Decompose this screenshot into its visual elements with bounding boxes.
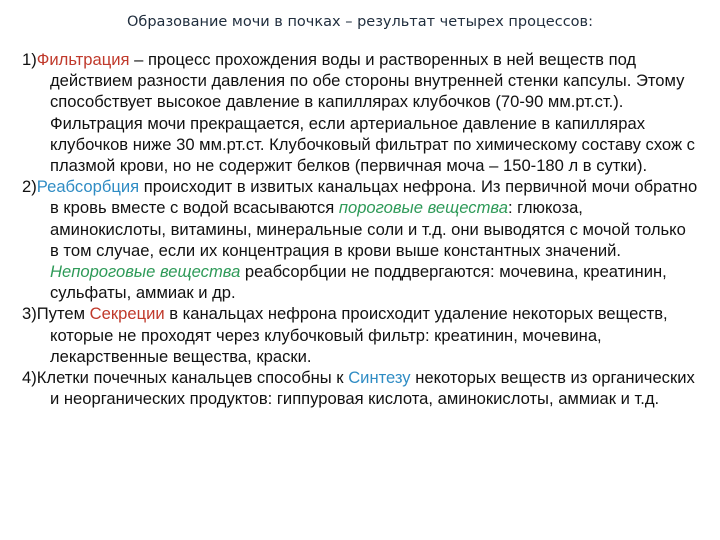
content-body	[22, 49, 698, 409]
paragraph-text: – процесс прохождения воды и растворенных в ней веществ под действием разности давления по обе стороны внутренней стенки капсулы. Этому способствует высокое давление в капиллярах клубочков (70-90 мм.рт.ст.). Фильтрация мочи прекращается, если артериальное давление в капиллярах клубочков ниже 30 мм.рт.ст. Клубочковый фильтрат по химическому составу схож с плазмой крови, но не содержит белков (первичная моча – 150-180 л в сутки).	[50, 50, 695, 176]
paragraph-text: происходит в извитых канальцах нефрона. Из первичной мочи обратно в кровь вместе с водой всасываются	[50, 177, 698, 218]
paragraph-prefix: 4)Клетки почечных канальцев способны к	[22, 368, 349, 388]
paragraph-text: в канальцах нефрона происходит удаление некоторых веществ, которые не проходят через клубочковый фильтр: креатинин, мочевина, лекарственные вещества, краски.	[50, 304, 668, 366]
paragraph-text: : глюкоза, аминокислоты, витамины, минеральные соли и т.д. они выводятся с мочой только в том случае, если их концентрация в крови выше константных значений.	[50, 198, 686, 260]
paragraph-reabsorption	[22, 176, 698, 303]
paragraph-secretion	[22, 303, 698, 367]
paragraph-synthesis	[22, 367, 698, 409]
paragraph-text: реабсорбции не поддвергаются: мочевина, креатинин, сульфаты, аммиак и др.	[50, 262, 667, 303]
paragraph-prefix: 2)	[22, 177, 37, 197]
emphasis-nonthreshold-substances: Непороговые вещества	[50, 262, 241, 282]
paragraph-text: некоторых веществ из органических и неорганических продуктов: гиппуровая кислота, аминокислоты, аммиак и т.д.	[50, 368, 695, 409]
paragraph-prefix: 1)	[22, 50, 37, 69]
term-secretion: Секреции	[89, 304, 165, 324]
paragraph-filtration	[22, 49, 698, 176]
slide-title: Образование мочи в почках – результат четырех процессов:	[127, 14, 593, 30]
term-filtration: Фильтрация	[36, 50, 130, 69]
term-synthesis: Синтезу	[348, 368, 411, 388]
emphasis-threshold-substances: пороговые вещества	[338, 198, 508, 218]
term-reabsorption: Реабсорбция	[36, 177, 140, 197]
paragraph-prefix: 3)Путем	[22, 304, 90, 324]
